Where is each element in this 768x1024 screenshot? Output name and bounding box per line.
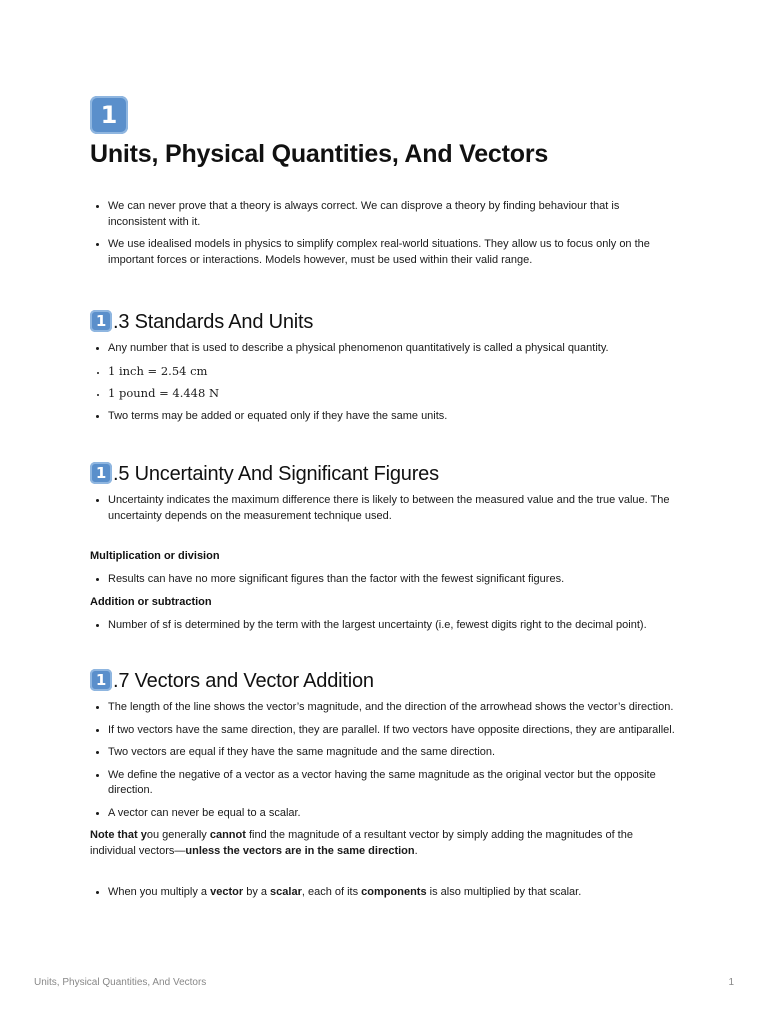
- note-bold-text: cannot: [209, 829, 246, 841]
- list-item: • Number of sf is determined by the term with the largest uncertainty (i.e, fewest digits right to the decimal point).: [108, 618, 680, 634]
- section-heading-vectors: [90, 668, 680, 694]
- vectors-list: [90, 700, 680, 821]
- page-number: 1: [728, 977, 734, 988]
- note-bold-text: Note that y: [90, 829, 147, 841]
- list-item: • Results can have no more significant figures than the factor with the fewest significant figures.: [108, 572, 680, 588]
- number-one-keycap-icon: 1: [90, 96, 128, 134]
- list-item: • Uncertainty indicates the maximum difference there is likely to between the measured value and the true value. The uncertainty depends on the measurement technique used.: [108, 493, 680, 524]
- section-heading-uncertainty: [90, 461, 680, 487]
- subheading-multiplication-division: Multiplication or division: [90, 550, 220, 562]
- standards-units-list: [90, 341, 680, 424]
- page-title: Units, Physical Quantities, And Vectors: [90, 140, 549, 168]
- note-bold-text: unless the vectors are in the same direction: [185, 844, 415, 857]
- list-item: • Any number that is used to describe a physical phenomenon quantitatively is called a physical quantity.: [108, 341, 680, 357]
- list-item: • We can never prove that a theory is always correct. We can disprove a theory by finding behaviour that is inconsistent with it.: [108, 199, 680, 230]
- number-one-keycap-icon: 1: [90, 669, 112, 691]
- uncertainty-list: [90, 493, 680, 524]
- intro-bullet-list: [90, 199, 680, 268]
- page-footer: [34, 977, 734, 988]
- section-heading-text: .5 Uncertainty And Significant Figures: [113, 463, 439, 485]
- list-item: • If two vectors have the same direction, they are parallel. If two vectors have opposite directions, they are antiparallel.: [108, 723, 680, 739]
- number-one-keycap-icon: 1: [90, 462, 112, 484]
- footer-title: Units, Physical Quantities, And Vectors: [34, 977, 207, 988]
- list-item-equation: • 1 inch = 2.54 cm: [108, 364, 680, 380]
- addition-list: [90, 618, 680, 634]
- list-item-equation: • 1 pound = 4.448 N: [108, 386, 680, 402]
- multiplication-list: [90, 572, 680, 588]
- note-text: ou generally: [146, 829, 210, 841]
- document-page: [90, 96, 680, 908]
- list-item: • We define the negative of a vector as a vector having the same magnitude as the original vector but the opposite direction.: [108, 768, 680, 799]
- scalar-multiplication-list: [90, 885, 680, 901]
- section-heading-standards-units: [90, 309, 680, 335]
- note-paragraph: [90, 828, 680, 859]
- list-item: • We use idealised models in physics to simplify complex real-world situations. They allow us to focus only on the important forces or interactions. Models however, must be used within their valid range.: [108, 237, 680, 268]
- list-item: • Two vectors are equal if they have the same magnitude and the same direction.: [108, 745, 680, 761]
- note-text: find the magnitude of a resultant vector by simply adding the magnitudes of the individual vectors—: [90, 829, 633, 857]
- section-heading-text: .3 Standards And Units: [113, 311, 314, 333]
- note-text: .: [414, 844, 418, 857]
- list-item: • When you multiply a vector by a scalar, each of its components is also multiplied by that scalar.: [108, 885, 680, 901]
- section-heading-text: .7 Vectors and Vector Addition: [113, 670, 374, 692]
- subheading-addition-subtraction: Addition or subtraction: [90, 595, 212, 608]
- number-one-keycap-icon: 1: [90, 310, 112, 332]
- list-item: • A vector can never be equal to a scalar.: [108, 806, 680, 822]
- list-item: • Two terms may be added or equated only if they have the same units.: [108, 409, 680, 425]
- list-item: • The length of the line shows the vector’s magnitude, and the direction of the arrowhead shows the vector’s direction.: [108, 700, 680, 716]
